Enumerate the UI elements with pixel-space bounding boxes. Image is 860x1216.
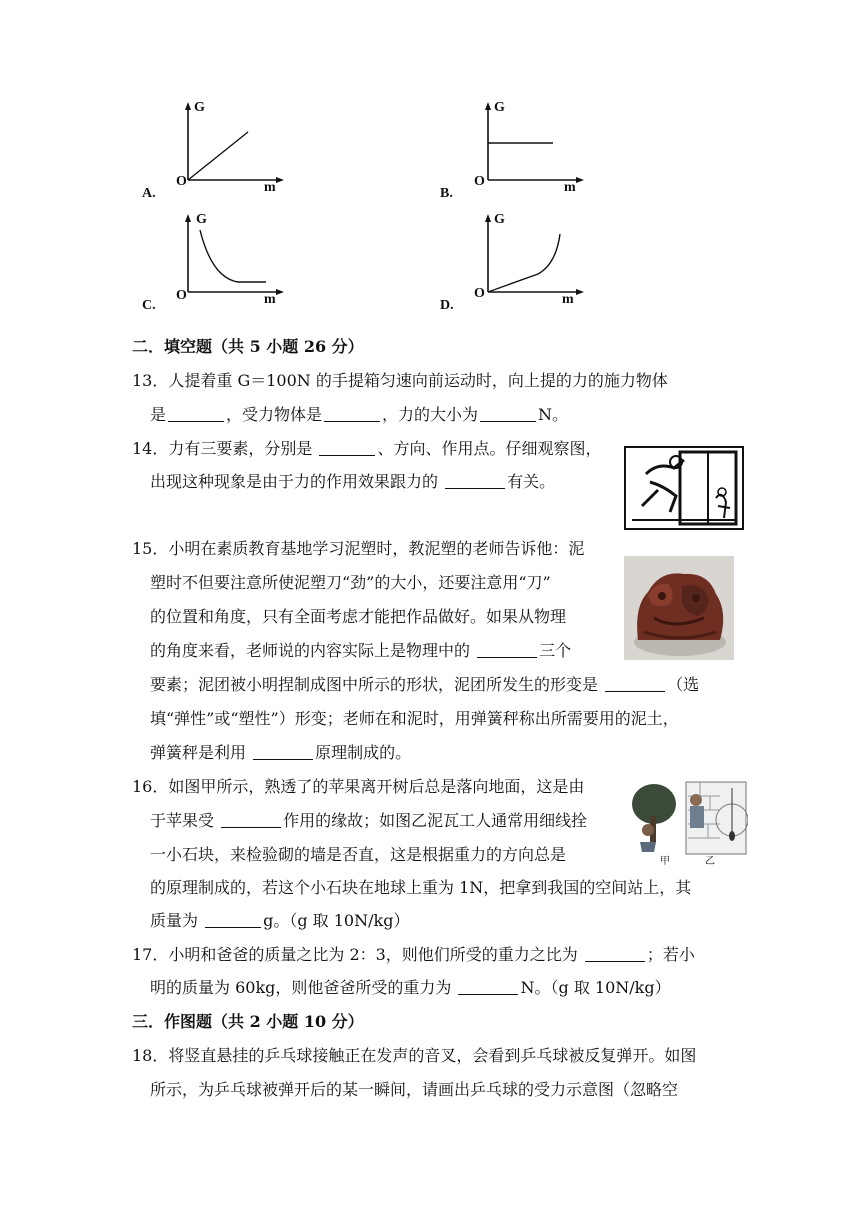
q15-clay-sculpture-image: [624, 556, 734, 660]
q14-blank-1[interactable]: [319, 439, 375, 456]
graph-d-y-label: G: [494, 212, 505, 227]
graph-c-origin: O: [176, 288, 187, 303]
q14-line-1: [132, 438, 601, 460]
q13-text-b: ，受力物体是: [226, 405, 323, 424]
section-3-title: 三．作图题（共 2 小题 10 分）: [132, 1012, 364, 1031]
q14-window-push-image: [624, 446, 744, 530]
q18-line-2: 所示，为乒乓球被弹开后的某一瞬间，请画出乒乓球的受力示意图（忽略空: [150, 1080, 679, 1099]
q17-text-c: 明的质量为 60kg，则他爸爸所受的重力为: [150, 978, 457, 997]
q15-text-c: 要素；泥团被小明捏制成图中所示的形状，泥团所发生的形变是: [150, 675, 604, 694]
q13-text-c: ，力的大小为: [382, 405, 479, 424]
graph-a-origin: O: [176, 174, 187, 189]
q14-text-b: 、方向、作用点。仔细观察图，: [377, 439, 602, 458]
q13-text-d: N。: [538, 405, 569, 424]
q16-text-b: 作用的缘故；如图乙泥瓦工人通常用细线拴: [283, 811, 588, 830]
q15-blank-2[interactable]: [605, 675, 665, 692]
q15-text-f: 原理制成的。: [315, 743, 412, 762]
q16-line-3: 一小石块，来检验砌的墙是否直，这是根据重力的方向总是: [150, 845, 567, 864]
q17-text-d: N。（g 取 10N/kg）: [520, 978, 671, 997]
graph-a-x-label: m: [264, 180, 276, 195]
q17-blank-2[interactable]: [458, 978, 518, 995]
q15-line-6: 填“弹性”或“塑性”）形变；老师在和泥时，用弹簧秤称出所需要用的泥土，: [150, 709, 679, 728]
graph-d-option-label: D.: [440, 298, 454, 313]
graph-b-x-label: m: [564, 180, 576, 195]
q16-apple-and-plumb-image: [630, 776, 748, 868]
q14-text-a: 14．力有三要素，分别是: [132, 439, 318, 458]
q16-line-5: [150, 910, 409, 932]
q13-text-a: 是: [150, 405, 167, 424]
q15-line-7: [150, 742, 411, 764]
q17-line-1: [132, 944, 695, 966]
q13-blank-1[interactable]: [168, 405, 224, 422]
graph-c-option-label: C.: [142, 298, 156, 313]
q14-line-2: [150, 471, 555, 493]
q15-line-2: 塑时不但要注意所使泥塑刀“劲”的大小，还要注意用“刀”: [150, 573, 551, 592]
q16-line-4: 的原理制成的，若这个小石块在地球上重为 1N，把拿到我国的空间站上，其: [150, 878, 692, 897]
graph-c-y-label: G: [196, 212, 207, 227]
q16-line-2: [150, 810, 587, 832]
q15-text-e: 弹簧秤是利用: [150, 743, 252, 762]
graph-a-option-label: A.: [142, 186, 156, 201]
q14-blank-2[interactable]: [445, 472, 505, 489]
q16-blank-2[interactable]: [205, 911, 261, 928]
q15-text-a: 的角度来看，老师说的内容实际上是物理中的: [150, 641, 476, 660]
q17-blank-1[interactable]: [585, 945, 645, 962]
q16-blank-1[interactable]: [221, 811, 281, 828]
q17-text-a: 17．小明和爸爸的质量之比为 2：3，则他们所受的重力之比为: [132, 945, 583, 964]
q13-line-1: 13．人提着重 G＝100N 的手提箱匀速向前运动时，向上提的力的施力物体: [132, 371, 668, 390]
q15-text-b: 三个: [539, 641, 572, 660]
q13-blank-3[interactable]: [480, 405, 536, 422]
q16-text-a: 于苹果受: [150, 811, 220, 830]
q14-text-c: 出现这种现象是由于力的作用效果跟力的: [150, 472, 444, 491]
q17-text-b: ；若小: [646, 945, 695, 964]
q15-line-3: 的位置和角度，只有全面考虑才能把作品做好。如果从物理: [150, 607, 567, 626]
q16-text-c: 质量为: [150, 911, 204, 930]
graph-c-x-label: m: [264, 292, 276, 307]
graph-a-y-label: G: [194, 100, 205, 115]
q15-blank-1[interactable]: [477, 641, 537, 658]
q15-line-5: [150, 674, 699, 696]
q15-line-1: 15．小明在素质教育基地学习泥塑时，教泥塑的老师告诉他：泥: [132, 539, 585, 558]
q17-line-2: [150, 977, 671, 999]
q16-line-1: 16．如图甲所示，熟透了的苹果离开树后总是落向地面，这是由: [132, 777, 585, 796]
graph-b-y-label: G: [494, 100, 505, 115]
q15-text-d: （选: [667, 675, 700, 694]
q13-blank-2[interactable]: [324, 405, 380, 422]
q13-line-2: [150, 404, 568, 426]
graph-d-origin: O: [474, 286, 485, 301]
q18-line-1: 18．将竖直悬挂的乒乓球接触正在发声的音叉，会看到乒乓球被反复弹开。如图: [132, 1046, 697, 1065]
graph-d-x-label: m: [562, 292, 574, 307]
q16-text-d: g。（g 取 10N/kg）: [263, 911, 410, 930]
q15-line-4: [150, 640, 571, 662]
q15-blank-3[interactable]: [253, 743, 313, 760]
graph-b-origin: O: [474, 174, 485, 189]
q14-text-d: 有关。: [507, 472, 556, 491]
graph-b-option-label: B.: [440, 186, 453, 201]
q16-figure-jia-label: 甲: [660, 856, 670, 867]
q16-figure-yi-label: 乙: [705, 856, 715, 867]
section-2-title: 二．填空题（共 5 小题 26 分）: [132, 337, 364, 356]
